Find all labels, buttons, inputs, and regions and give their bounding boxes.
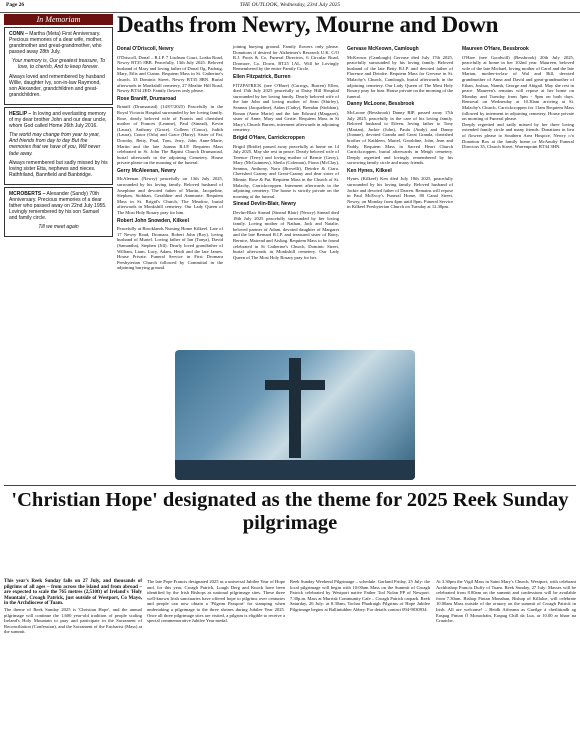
notice-verse: The world may change from year to year, And friends from day to day But the memories that we have of you, Will never fade away. <box>9 132 101 157</box>
story-column-4 <box>436 579 576 624</box>
notice-heading: Sinead Devlin-Blair, Newry <box>233 201 297 208</box>
notice-body: joining burying ground. Family flowers only please. Donations if desired for Alzheimer's Research U.K. C/O R.J. Poots & Co, Funeral Directors, 6 Circular Road, Dromore, Co. Down, BT25 1AL. Will be Lovingly Remembered by the entire Family Circle. <box>233 44 339 72</box>
memoriam-notice-heslip <box>4 107 113 185</box>
photo-ground <box>175 460 415 480</box>
page-title: Deaths from Newry, Mourne and Down <box>117 12 499 37</box>
notice-text: In loving and everlasting memory of my dear brother John and our dear uncle, whom God called Home 26th July 2016. <box>9 110 107 130</box>
cross-photo <box>175 350 415 480</box>
story-body: The late Pope Francis designated 2025 as a universal Jubilee Year of Hope and, for this year, Croagh Patrick, Lough Derg and Knock have been identified by the Irish Bishops as national pilgrimage sites. These three well-known Irish sanctuaries have offered hope to pilgrims over centuries and people can now obtain a 'Pilgrim Passport' for stamping when undertaking a pilgrimage to the three shrines during Jubilee Year 2025. Once all three pilgrimage sites are visited, a pilgrim is eligible to receive a special commemorative Jubilee Year medal. <box>147 579 285 624</box>
notice-heading: Donal O'Driscoll, Newry <box>117 46 174 52</box>
notice-body: McAleenan (Newry) peacefully on 13th July 2025, surrounded by his loving family. Beloved husband of Josephine and devoted father of Martin, Jacqueline, Stephen, Siobhan, Geraldine and Annmarie. Requiem Mass in St. Brigid's Church, The Meadow, burial afterwards in Monkshill cemetery. Our Lady Queen of The Most Holy Rosary pray for him. <box>117 176 223 216</box>
notice-body: FITZPATRICK (nee O'Hare) (Carrogs, Burren) Ellen, died 15th July 2025 peacefully at Daisy Hill Hospital surrounded by her loving family. Dearly beloved wife of the late John and loving mother of Sean (Shirley), Seamus (Jacqueline), Aidan (Cathy), Brendan (Siobhan), Ronan (Anne Marie) and the late Edward (Margaret), sister of Anne, Mary and Gertie. Requiem Mass in St Mary's Church Burren, interment afterwards in adjoining cemetery. <box>233 82 339 133</box>
in-memoriam-column <box>4 14 113 404</box>
masthead: THE OUTLOOK, Wednesday, 23rd July 2025 <box>239 2 341 8</box>
notice-name: CONN – <box>9 31 28 37</box>
notice-heading: Gervase McKeown, Camlough <box>347 46 419 52</box>
notice-heading: Gerry McAleenan, Newry <box>117 167 176 174</box>
notice-heading: Rose Braniff, Drumaroad <box>117 95 177 102</box>
deaths-column-2 <box>233 44 339 260</box>
story-body: Reek Sunday Weekend Pilgrimage – schedule. Garland Friday, 25 July: the local pilgrimage will begin with 10:00am Mass on the Summit of Croagh Patrick celebrated by Westport native Father Tod Nolan PP of Newport. 7.30p.m. Mass at Murrisk Community Cafe – Croagh Patrick carpark. Reek Saturday, 26 July: at 8.30am, Tochar Phadraigh Pilgrims of Hope Jubilee Pilgrimage begins at Ballintubber Abbey. For details contact 094-9030934. <box>290 579 430 612</box>
notice-body: Braniff (Drumaroad) (14/07/2025) Peacefully in the Royal Victoria Hospital surrounded by her loving family. Rose, dearly beloved wife of Francis and cherished mother of Frances (Leanne), Paul (Sinead), Kevin (Laura), Anthony (Grace), Colleen (Conor), Judith (Laura), Conor (Orla) and Grace (Harry). Sister of Pat, Dorothy, Betty, Paul, Tom, Jerry, John Anne-Marie, Martin and the late Joanna R.I.P. Requiem Mass celebrated in St. John The Baptist Church Drumaroad, burial afterwards in the adjoining Cemetery. House private please on the morning of the funeral. <box>117 104 223 166</box>
notice-heading: Brigid O'Hare, Carrickcroppen <box>233 134 305 141</box>
notice-body: McLoone (Bessbrook) Danny RIP, passed away 17th July 2025, peacefully in the care of his loving family. Beloved husband to Eileen, loving father to Tony (Marian), Jackie (John), Paula (Andy) and Danny (Joanne), devoted Granda and Great Granda, cherished brother of Kathleen, Mariel, Geraldine, John, Jean and Paddy. Requiem Mass in Sacred Heart Church Carrickcroppen, burial afterwards in Meigh cemetery. Deeply regretted and lovingly remembered by his sorrowing family circle and many friends. <box>347 109 453 166</box>
notice-body: O'Driscoll, Donal – R.I.P. 7 Lisdrum Court, Loaka Road, Newry BT35 8BB. Peacefully, 13th July 2025. Beloved husband of Mary and loving father of Donal Og, Padraig, Mary, Eilis and Ciaran. Requiem Mass in St. Catherine's church, 33 Dominic Street, Newry BT35 8BN. Burial afterwards in Monkshill cemetery, 27 Mealtie Hill Road, Newry BT34 2ED. Family flowers only please. <box>117 54 223 94</box>
deaths-column-1 <box>117 44 223 271</box>
in-memoriam-banner: In Memoriam <box>4 14 113 25</box>
notice-text: Martha (Meta) First Anniversary. Precious memories of a dear wife, mother, grandmother and great-grandmother, who passed away 28th July. <box>9 31 103 56</box>
story-column-1 <box>4 579 142 635</box>
story-lead: This year's Reek Sunday falls on 27 July, and thousands of pilgrims of all ages – from across the island and from abroad – are expected to scale the 765 metres (2,510ft) of Ireland's 'Holy Mountain', Croagh Patrick, just outside of Westport, Co Mayo, in the Archdiocese of Tuam. <box>4 579 142 607</box>
story-column-2 <box>147 579 285 624</box>
deaths-column-3 <box>347 44 453 210</box>
notice-heading: Maureen O'Hare, Bessbrook <box>462 46 529 52</box>
notice-verse: Till we meet again <box>38 224 79 231</box>
notice-body: O'Hare (nee Goodwill) (Bessbrook) 20th July 2025, peacefully at home in her 102nd year. Maureen, beloved wife of the late Michael, loving mother of Carol and the late Marian, mother-in-law of Wal and Bill, devoted grandmother of Anna and David and great-grandmother of Ethan, Joshua, Niamh, George and Abigail. May she rest in peace. Maureen's remains will repose at her home on Monday and Tuesday from 5pm - 9pm on both days. Removal on Wednesday at 10.30am arriving at St. Malachy's Church, Carrickcroppen for 11am Requiem Mass followed by interment in adjoining cemetery. House private on morning of Funeral please. <box>462 54 574 122</box>
memoriam-notice-conn <box>4 27 113 105</box>
story-column-3 <box>290 579 430 613</box>
notice-text: Always loved and remembered by husband Willie, daughter Ivy, son-in-law Raymond, son Alexander, grandchildren and great-grandchildren. <box>9 73 105 98</box>
notice-text: Alexander (Sandy) 70th Anniversary. Precious memories of a dear father who passed away on 22nd July 1955. Lovingly remembered by his son Samuel and family circle. <box>9 190 107 222</box>
notice-body: McKeown (Camlough) Gervase died July 17th 2025, peacefully surrounded by his loving family. Beloved husband of the late Betty R.I.P. and devoted father of Florence and Deirdre. Requiem Mass for Gervase in St. Malachy's Church, Camlough, burial afterwards in the adjoining cemetery. Our Lady Queen of The Most Holy Rosary pray for him. House private on the morning of the funeral. <box>347 54 454 99</box>
notice-heading: Danny McLoone, Bessbrook <box>347 101 415 108</box>
notice-body: Hynes (Kilkeel) Ken died July 18th 2025, peacefully surrounded by his loving family. Beloved husband of Jackie and devoted father of Darren. Remains will repose in Paul McEvoy's Funeral Home, 80 Canal Street, Newry, on Monday from 4pm until 8pm. Funeral Service in Kilkeel Presbyterian Church on Tuesday at 12.30pm. <box>347 176 453 210</box>
deaths-column-4 <box>462 44 574 150</box>
notice-heading: Ken Hynes, Kilkeel <box>347 167 392 174</box>
notice-text: Always remembered but sadly missed by his loving sister Etta, nephews and nieces. Rathfriland, Bannfield and Banbridge. <box>9 159 108 178</box>
notice-body: Peacefully at Brooklands Nursing Home Kilkeel. Late of 17 Newry Road, Dromara. Robert John (Roy), loving husband of Muriel. Loving father of Ian (Tanya), David (Samantha), Stephen (Jill). Dearly loved grandfather of William, Liam, Lucy, Adam, Heidi and the late James. House Private. Funeral Service in First Dromara Presbyterian Church followed by Committal in the adjoining burying ground. <box>117 226 223 271</box>
notice-body: Deeply regretted and sadly missed by her three loving extended family circle and many friends. Donations in lieu of flowers please to Southern Area Hospice, Newry c/o Donation Box at the family home or McAnulty Funeral Directors 35, Church Street, Warrenpoint BT34 3HN. <box>462 121 574 150</box>
notice-verse: Your memory is, Our greatest treasure, To love, to cherish, And to keep forever. <box>11 58 106 71</box>
notice-body: Devlin-Blair Sinead (Sinead Blair) (Newry) Sinead died 18th July 2025 peacefully surrounded by her loving family. Loving mother of Nathan, Jack and Natalie, beloved partner of Adam, devoted daughter of Margaret and the late Bernard R.I.P. and treasured sister of Barry, Bernice, Mairead and Aisling. Requiem Mass to be found celebrated in St Catherine's Church, Dominic Street, burial afterwards in Monkshill cemetery. Our Lady Queen of The Most Holy Rosary pray for her. <box>233 210 339 260</box>
cross-icon <box>289 358 301 458</box>
notice-body: Brigid (Bridie) passed away peacefully at home on 14 July 2025. May she rest in peace. Dearly beloved wife of Terence (Terry) and loving mother of Bernie (Gerry), Mary (McGuinness), Sheila (Coleman), Fiona (McClay), Seamus, Anthony, Nora (Brovelli), Deirdre & Ciara. Cherished Granny and Great-Granny and dear sister of Minnie, Rose & Pat. Requiem Mass in the Church of St. Malachy, Carrickcroppen. Interment afterwards in the adjoining cemetery. The house is strictly private on the morning of the funeral. <box>233 143 339 199</box>
notice-name: MCROBERTS – <box>9 190 46 197</box>
section-divider <box>4 485 576 486</box>
story-body: At 3.30pm the Vigil Mass in Saint Mary's Church, Westport, with celebrant Archbishop Francis Duffy of Tuam. Reek Sunday, 27 July: Masses will be celebrated from 8.00am on the summit and confessions will be available from 7.30am. Bishop Fintan Monahan, Bishop of Killaloe, will celebrate 10.00am Mass outside of the oratory on the summit of Croagh Patrick in Irish. All are welcome! – Beidh Aifreann as Gaeilge á cheiliúradh ag Easpag Fintan Ó Monacháin, Easpag Chill da Lua, ar 10.00 ar bharr na Cruaiche. <box>436 579 576 624</box>
page-number: Page 26 <box>6 2 25 8</box>
story-body: The theme of Reek Sunday 2025 is 'Christian Hope', and the annual pilgrimage will continue the 1,600 year-old tradition of people scaling Ireland's Holy Mountain to pray and participate in the Sacrament of Reconciliation (Confession), and the Sacrament of the Eucharist (Mass) at the summit. <box>4 606 142 635</box>
memoriam-notice-mcroberts <box>4 187 113 238</box>
notice-heading: Ellen Fitzpatrick, Burren <box>233 73 291 80</box>
story-headline: 'Christian Hope' designated as the theme for 2025 Reek Sunday pilgrimage <box>11 489 569 534</box>
notice-name: HESLIP – <box>9 110 32 117</box>
notice-heading: Robert John Snowden, Kilkeel <box>117 217 189 224</box>
cross-bar <box>265 380 325 390</box>
